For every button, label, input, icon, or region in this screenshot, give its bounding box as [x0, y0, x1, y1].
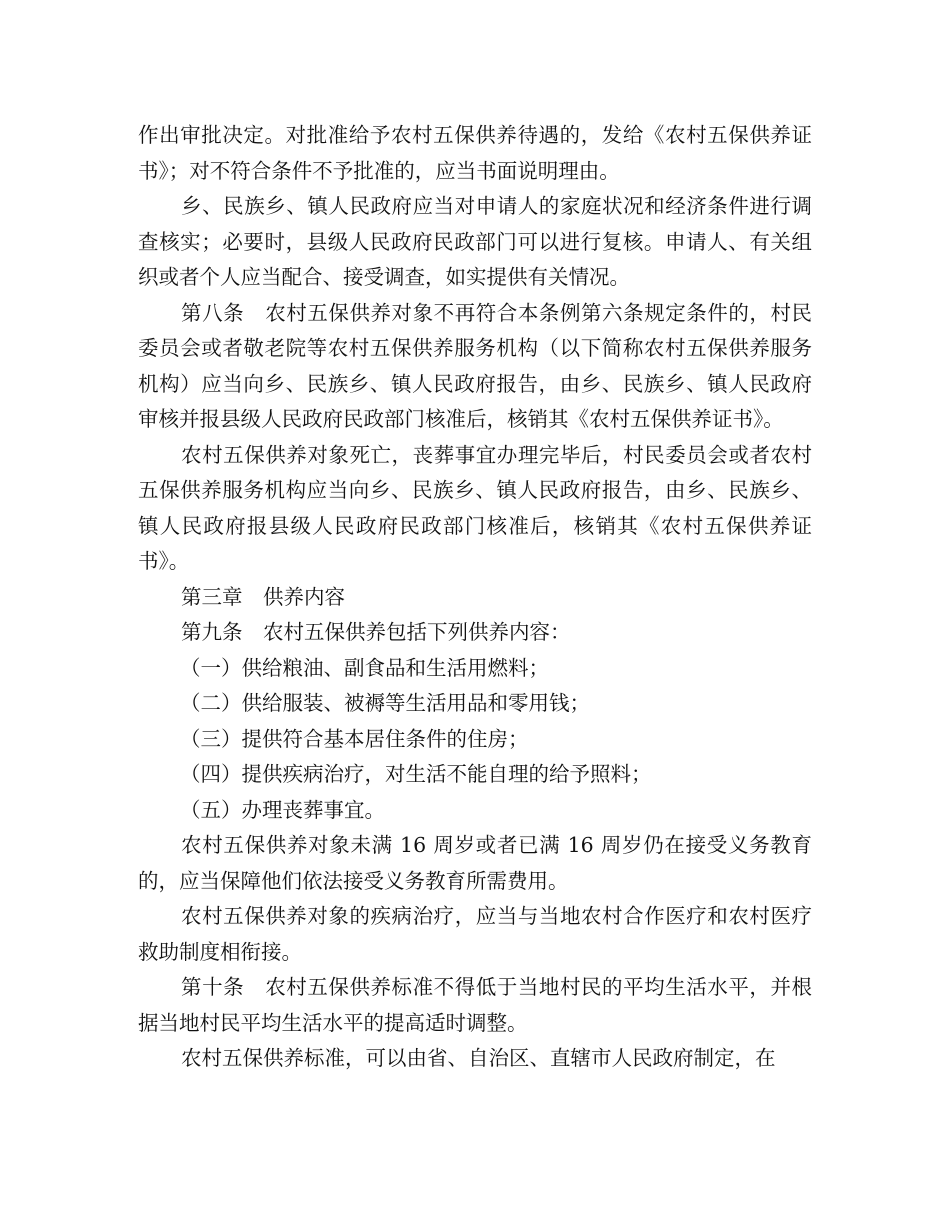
paragraph: 作出审批决定。对批准给予农村五保供养待遇的，发给《农村五保供养证书》；对不符合条件不予批准的，应当书面说明理由。 [138, 123, 812, 183]
paragraph: 农村五保供养标准，可以由省、自治区、直辖市人民政府制定，在 [181, 1046, 776, 1070]
paragraph: 乡、民族乡、镇人民政府应当对申请人的家庭状况和经济条件进行调查核实；必要时，县级人民政府民政部门可以进行复核。申请人、有关组织或者个人应当配合、接受调查，如实提供有关情况。 [138, 194, 812, 289]
list-item: （一）供给粮油、副食品和生活用燃料； [180, 655, 549, 680]
article-8-paragraph: 第八条 农村五保供养对象不再符合本条例第六条规定条件的，村民委员会或者敬老院等农村五保供养服务机构（以下简称农村五保供养服务机构）应当向乡、民族乡、镇人民政府报告，由乡、民族乡、镇人民政府审核并报县级人民政府民政部门核准后，核销其《农村五保供养证书》。 [138, 300, 812, 431]
list-item: （三）提供符合基本居住条件的住房； [180, 726, 529, 751]
chapter-heading: 第三章 供养内容 [181, 584, 346, 609]
paragraph: 农村五保供养对象死亡，丧葬事宜办理完毕后，村民委员会或者农村五保供养服务机构应当向乡、民族乡、镇人民政府报告，由乡、民族乡、镇人民政府报县级人民政府民政部门核准后，核销其《农村五保供养证书》。 [138, 442, 812, 573]
list-item: （四）提供疾病治疗，对生活不能自理的给予照料； [180, 762, 652, 786]
paragraph: 农村五保供养对象的疾病治疗，应当与当地农村合作医疗和农村医疗救助制度相衔接。 [138, 904, 812, 964]
list-item: （五）办理丧葬事宜。 [180, 797, 385, 822]
article-9-paragraph: 第九条 农村五保供养包括下列供养内容： [181, 620, 571, 644]
paragraph: 农村五保供养对象未满 16 周岁或者已满 16 周岁仍在接受义务教育的，应当保障他们依法接受义务教育所需费用。 [138, 833, 812, 893]
document-page [138, 118, 812, 1077]
list-item: （二）供给服装、被褥等生活用品和零用钱； [180, 691, 590, 715]
article-10-paragraph: 第十条 农村五保供养标准不得低于当地村民的平均生活水平，并根据当地村民平均生活水平的提高适时调整。 [138, 975, 812, 1035]
